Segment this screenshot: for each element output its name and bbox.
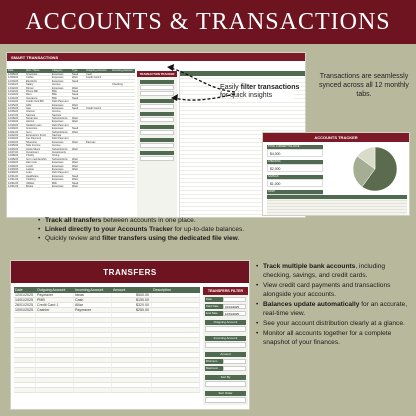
table-cell[interactable]: Debt Payment [51,124,71,127]
feature-bullet [38,216,268,225]
table-cell[interactable]: Subscriptions [51,148,71,151]
sync-description: Transactions are seamlessly synced across all 12 monthly tabs. [319,73,409,98]
table-cell[interactable]: Expenses [51,127,71,130]
filter-label: Date [205,297,223,302]
table-cell[interactable]: Need [71,175,85,178]
tracker-section [140,151,174,155]
table-cell[interactable]: 12/20/24 [7,127,25,130]
table-cell[interactable]: Interest [25,110,51,113]
table-cell[interactable]: Want [71,120,85,123]
table-cell[interactable]: Want [71,87,85,90]
table-cell[interactable]: Credit Card 1 [85,76,111,79]
table-cell[interactable]: Books [25,185,51,188]
table-cell[interactable]: Gym [25,131,51,134]
filter-dropdown[interactable] [205,397,246,403]
table-cell[interactable]: Need [71,90,85,93]
table-cell[interactable]: Want [71,76,85,79]
transfer-cell[interactable] [112,388,152,393]
table-cell[interactable]: Groceries [25,73,51,76]
transfer-cell[interactable] [14,388,36,393]
bullet-bold: Linked directly to your Accounts Tracker [45,226,173,233]
table-cell[interactable]: Expenses [51,178,71,181]
table-cell[interactable]: Loan [25,171,51,174]
callout-text: for quick insights [220,92,273,99]
filter-section-header: Sort Order [205,391,246,396]
table-cell[interactable]: Want [71,161,85,164]
filter-input[interactable] [223,359,246,364]
table-cell[interactable]: Subscriptions [51,117,71,120]
table-cell[interactable]: Need [71,97,85,100]
tracker-field[interactable] [140,156,174,161]
table-cell[interactable]: Bills [51,90,71,93]
transfer-cell[interactable] [36,388,74,393]
table-cell[interactable]: Want [71,158,85,161]
table-cell[interactable]: Gas [25,107,51,110]
transfers-sheet [10,260,250,410]
table-cell[interactable]: Hair Cuts [25,161,51,164]
table-cell[interactable]: 12/12/24 [7,90,25,93]
table-cell[interactable]: Want [71,178,85,181]
transfer-cell[interactable]: Cashier [36,308,74,313]
transfer-cell[interactable]: Paymaxer [74,308,112,313]
account-value: $4,000 [267,149,323,157]
bullet-bold: Track all transfers [45,217,102,224]
account-label: SAVINGS [267,175,323,179]
transfer-cell[interactable]: $150.00 [112,298,152,303]
account-label: TOTAL CURRENT BALANCE [267,145,323,149]
column-header: Outgoing Account [36,287,74,293]
column-header: Date [14,287,36,293]
table-cell[interactable]: Want [71,131,85,134]
table-cell[interactable]: Want [71,104,85,107]
filter-input[interactable]: 01/01/2025 [223,304,246,309]
transfer-cell[interactable]: PMB [36,298,74,303]
table-cell[interactable]: Bills [51,182,71,185]
table-cell[interactable]: Subscriptions [51,131,71,134]
table-cell[interactable]: Want [71,148,85,151]
table-cell[interactable]: Credit Card 1 [85,107,111,110]
account-balance-row [267,160,323,172]
table-cell[interactable]: Subscriptions [51,158,71,161]
transfer-cell[interactable]: Alliar [74,303,112,308]
feature-bullet [256,262,412,280]
table-cell[interactable]: 12/31/24 [7,185,25,188]
table-cell[interactable]: 12/24/24 [7,141,25,144]
feature-bullet [38,234,268,243]
transfer-cell[interactable] [152,388,200,393]
filter-row [205,366,246,371]
table-cell[interactable]: Groceries [25,127,51,130]
transfer-cell[interactable]: 14/01/2025 [14,298,36,303]
table-cell[interactable]: Bills [51,93,71,96]
table-cell[interactable]: Checking [111,83,135,86]
tracker-section [140,138,174,142]
table-cell[interactable]: Investments [51,151,71,154]
table-cell[interactable]: 12/31/24 [7,178,25,181]
feature-bullet [38,225,268,234]
bullet-text: Quickly review and [45,235,103,242]
filter-input[interactable] [223,366,246,371]
table-cell[interactable]: 12/27/24 [7,151,25,154]
transfer-cell[interactable]: Paymaxer [36,293,74,298]
table-cell[interactable]: Expenses [51,168,71,171]
table-cell[interactable]: Expenses [51,107,71,110]
table-cell[interactable]: Need [71,80,85,83]
bullet-bold: Track multiple bank accounts [263,263,356,270]
table-cell[interactable]: Expenses [51,161,71,164]
table-cell[interactable]: Utilities [25,182,51,185]
accounts-feature-list [256,262,412,348]
transfer-cell[interactable]: 28/01/2025 [14,303,36,308]
table-cell[interactable]: Rent [25,93,51,96]
table-cell[interactable]: Expenses [51,104,71,107]
table-cell[interactable]: Expenses [51,185,71,188]
account-label: CASH [267,190,323,194]
table-cell[interactable]: Clothing [25,178,51,181]
table-cell[interactable]: Haircut [25,120,51,123]
filter-dropdown[interactable] [205,326,246,332]
transfer-cell[interactable]: $320.00 [112,303,152,308]
table-cell[interactable]: Income [51,144,71,147]
table-cell[interactable]: Shopping [25,141,51,144]
bullet-text: . [237,235,240,242]
table-cell[interactable]: Car Payment [25,137,51,140]
column-header: Outgoing Account [85,69,111,73]
table-cell[interactable]: Gifts [25,104,51,107]
filter-section-header: Amount [205,352,246,357]
transfer-cell[interactable]: Ideas [74,293,112,298]
filter-dropdown[interactable] [205,381,246,387]
column-header: Date [7,69,25,73]
feature-bullet [256,329,412,347]
table-cell[interactable]: Savings [25,114,51,117]
table-cell[interactable]: Debt Payment [51,171,71,174]
tracker-panel-title: TRANSACTION TRACKER [137,71,177,77]
table-cell[interactable]: 12/18/24 [7,117,25,120]
table-cell[interactable]: Healthcare [25,175,51,178]
table-cell[interactable]: 12/17/24 [7,114,25,117]
table-cell[interactable] [85,185,111,188]
feature-bullet [256,319,412,328]
bullet-bold: filter transfers using the dedicated file view [102,235,238,242]
table-cell[interactable]: Cash [85,73,111,76]
table-cell[interactable]: Charity [25,154,51,157]
transfer-cell[interactable]: Credit Card 1 [36,303,74,308]
account-balance-row [267,145,323,157]
table-cell[interactable]: Expenses [51,120,71,123]
bullet-text: View credit card payments and transactions alongside your accounts. [263,282,391,298]
column-header: Incoming Account [74,287,112,293]
table-cell[interactable]: Want [71,165,85,168]
filter-section-header: Incoming Account [205,336,246,341]
table-cell[interactable]: Expenses [51,175,71,178]
table-cell[interactable]: 12/31/24 [7,182,25,185]
transfers-table [14,287,200,393]
table-cell[interactable]: 12/25/24 [7,144,25,147]
transfer-cell[interactable] [74,388,112,393]
table-cell[interactable]: 12/31/24 [7,175,25,178]
column-header: Category [51,69,71,73]
table-cell[interactable]: Dinner [25,87,51,90]
table-cell[interactable]: Gym membership [25,158,51,161]
table-cell[interactable]: 12/12/24 [7,87,25,90]
table-cell[interactable]: Insurance [25,97,51,100]
column-header: Incoming Account [111,69,135,73]
table-cell[interactable]: Debt Payment [51,100,71,103]
table-cell[interactable]: Need [71,93,85,96]
bullet-text: between accounts in one place. [101,217,196,224]
table-cell[interactable]: 12/09/24 [7,76,25,79]
transfer-cell[interactable]: 10/01/2025 [14,308,36,313]
table-cell[interactable]: Side Income [25,144,51,147]
table-cell[interactable]: Electricity [25,80,51,83]
table-cell[interactable]: Want [71,168,85,171]
account-value: $2,000 [267,164,323,172]
filter-row [205,359,246,364]
table-cell[interactable]: 12/14/24 [7,100,25,103]
table-cell[interactable]: 12/10/24 [7,80,25,83]
table-cell[interactable]: Need [71,107,85,110]
table-cell[interactable]: 12/26/24 [7,148,25,151]
accounts-tracker-card [262,132,410,216]
account-balance-row [267,175,323,187]
column-header: Description [152,287,200,293]
account-label: CHECKING [267,160,323,164]
table-cell[interactable]: Student Loan [25,124,51,127]
transfer-cell[interactable]: 12/01/2025 [14,293,36,298]
tracker-field[interactable] [140,143,174,148]
filter-section-header: Sort By [205,375,246,380]
table-cell[interactable]: 12/28/24 [7,158,25,161]
table-cell[interactable]: Want [71,141,85,144]
filter-label: Maximum [205,366,223,371]
transfers-feature-list [38,216,268,243]
table-cell[interactable]: Giving [51,154,71,157]
table-cell[interactable]: Laptop [25,168,51,171]
table-cell[interactable]: 12/29/24 [7,161,25,164]
tracker-field[interactable] [140,130,174,135]
filter-input[interactable]: 12/01/2025 [223,311,246,316]
table-cell[interactable]: 12/15/24 [7,104,25,107]
filter-section-header: Outgoing Account [205,320,246,325]
table-cell[interactable]: 12/23/24 [7,137,25,140]
filter-callout [220,84,320,100]
column-header: Amount [112,287,152,293]
transfer-cell[interactable]: Cash [74,298,112,303]
table-cell[interactable]: Need [71,182,85,185]
table-cell[interactable]: Debt Payment [51,137,71,140]
table-cell[interactable]: Expenses [51,76,71,79]
callout-bold: filter transactions [240,84,300,91]
transfers-filter-panel [203,287,248,405]
tracker-section [140,125,174,129]
header-banner [0,0,416,44]
table-cell[interactable]: Savings [51,114,71,117]
table-cell[interactable]: Expenses [51,165,71,168]
sheet-title: SMART TRANSACTIONS [7,53,305,61]
table-cell[interactable]: Phone Bill [25,90,51,93]
callout-text: Easily [220,84,241,91]
table-cell[interactable]: 12/16/24 [7,110,25,113]
bullet-text: for an accurate, real-time view. [263,301,408,317]
table-cell[interactable]: 12/08/24 [7,73,25,76]
transfer-cell[interactable]: $500.00 [112,293,152,298]
feature-bullet [256,281,412,299]
filter-row [205,297,246,302]
table-cell[interactable]: 12/13/24 [7,93,25,96]
table-cell[interactable]: Emergency Fund [25,134,51,137]
table-cell[interactable]: Apple Music [25,148,51,151]
table-cell[interactable]: Want [71,117,85,120]
table-cell[interactable]: Expenses [51,87,71,90]
table-cell[interactable]: 12/21/24 [7,131,25,134]
feature-bullet [256,300,412,318]
bullet-text: for up-to-date balances. [172,226,245,233]
bullet-text: See your account distribution clearly at a glance. [263,320,405,327]
table-cell[interactable]: Income [51,83,71,86]
account-value: $1,000 [267,179,323,187]
bullet-text: Monitor all accounts together for a complete snapshot of your finances. [263,330,392,346]
table-cell[interactable]: Savings [51,134,71,137]
bullet-text: , including checking, savings, and credit cards. [263,263,386,279]
column-header: Type [71,69,85,73]
table-cell[interactable]: 12/28/24 [7,154,25,157]
accounts-tracker-title: ACCOUNTS TRACKER [263,133,409,142]
table-cell[interactable]: Expenses [51,80,71,83]
table-cell[interactable]: Expenses [51,73,71,76]
transfers-title: TRANSFERS [11,261,249,283]
table-cell[interactable]: Need [71,73,85,76]
table-cell[interactable]: 12/14/24 [7,97,25,100]
table-cell[interactable]: Paymax [85,141,111,144]
account-distribution-pie [351,145,399,193]
table-cell[interactable] [111,185,135,188]
table-cell[interactable]: Want [71,185,85,188]
table-cell[interactable]: 12/29/24 [7,165,25,168]
table-cell[interactable]: Bills [51,97,71,100]
table-cell[interactable]: 12/16/24 [7,107,25,110]
column-header: Item / Store [25,69,51,73]
table-cell[interactable]: Coffee [25,76,51,79]
filter-label: End Date [205,311,223,316]
transactions-table [7,69,135,188]
table-cell[interactable]: Income [51,110,71,113]
transfer-cell[interactable]: $250.00 [112,308,152,313]
table-cell[interactable]: Investment [25,151,51,154]
filter-input[interactable] [223,297,246,302]
bullet-bold: Balances update automatically [263,301,360,308]
table-cell[interactable]: 12/22/24 [7,134,25,137]
table-cell[interactable]: Credit Card Bill [25,100,51,103]
filter-label: Start Date [205,304,223,309]
table-cell[interactable]: Salary [25,83,51,86]
filter-title: TRANSFERS FILTER [203,287,248,295]
filter-label: Minimum [205,359,223,364]
table-cell[interactable]: 12/30/24 [7,168,25,171]
account-table [267,195,407,215]
table-cell[interactable]: 12/11/24 [7,83,25,86]
table-cell[interactable]: 12/19/24 [7,120,25,123]
table-cell[interactable]: Expenses [51,141,71,144]
filter-dropdown[interactable] [205,342,246,348]
page-title: ACCOUNTS & TRANSACTIONS [25,8,391,35]
tracker-field[interactable] [140,117,174,122]
filter-row [205,311,246,316]
table-cell[interactable]: Streaming [25,117,51,120]
table-cell[interactable]: 12/19/24 [7,124,25,127]
tracker-section [140,112,174,116]
filter-row [205,304,246,309]
table-cell[interactable]: 12/30/24 [7,171,25,174]
table-cell[interactable]: Need [71,127,85,130]
table-cell[interactable]: Lunch [25,165,51,168]
